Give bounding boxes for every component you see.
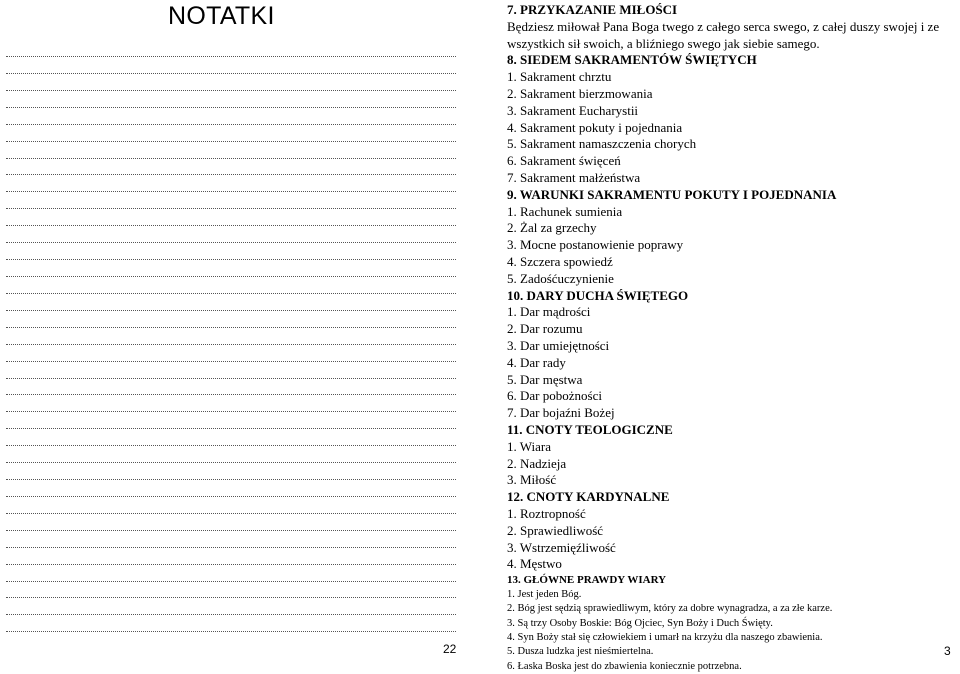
note-line [6,462,456,463]
note-line [6,378,456,379]
list-item: 4. Męstwo [507,556,562,572]
section-heading: 13. GŁÓWNE PRAWDY WIARY [507,574,667,587]
list-item: 3. Są trzy Osoby Boskie: Bóg Ojciec, Syn Boży i Duch Święty. [507,617,773,629]
note-line [6,259,456,260]
note-line [6,361,456,362]
note-line [6,293,456,294]
list-item: 6. Dar pobożności [507,388,602,404]
note-line [6,394,456,395]
note-line [6,56,456,57]
section-heading: 9. WARUNKI SAKRAMENTU POKUTY I POJEDNANIA [507,186,837,202]
section-heading: 10. DARY DUCHA ŚWIĘTEGO [507,287,689,303]
catechism-page [507,2,953,674]
note-line [6,158,456,159]
note-line [6,90,456,91]
note-line [6,614,456,615]
section-heading: 11. CNOTY TEOLOGICZNE [507,421,673,437]
commandment-text: Będziesz miłował Pana Boga twego z całego serca swego, z całej duszy swojej i ze wszystkich sił swoich, a bliźniego swego jak siebie samego. [507,18,940,51]
list-item: 1. Rachunek sumienia [507,203,623,219]
note-line [6,547,456,548]
note-line [6,496,456,497]
list-item: 2. Żal za grzechy [507,220,597,236]
list-item: 4. Szczera spowiedź [507,253,613,269]
note-line [6,428,456,429]
note-line [6,276,456,277]
list-item: 3. Miłość [507,472,557,488]
list-item: 6. Sakrament święceń [507,153,621,169]
list-item: 1. Jest jeden Bóg. [507,589,582,601]
note-line [6,445,456,446]
note-line [6,513,456,514]
note-line [6,310,456,311]
list-item: 2. Sprawiedliwość [507,522,604,538]
list-item: 5. Dar męstwa [507,371,583,387]
list-item: 4. Sakrament pokuty i pojednania [507,119,683,135]
note-line [6,208,456,209]
list-item: 4. Dar rady [507,354,566,370]
note-line [6,327,456,328]
list-item: 1. Dar mądrości [507,304,591,320]
note-line [6,597,456,598]
note-line [6,631,456,632]
note-line [6,411,456,412]
list-item: 2. Dar rozumu [507,321,583,337]
list-item: 3. Sakrament Eucharystii [507,102,639,118]
list-item: 2. Sakrament bierzmowania [507,85,653,101]
list-item: 3. Wstrzemięźliwość [507,539,616,555]
right-page-number: 3 [944,644,951,658]
note-line [6,242,456,243]
list-item: 3. Mocne postanowienie poprawy [507,237,684,253]
note-line [6,73,456,74]
list-item: 1. Wiara [507,438,551,454]
note-line [6,174,456,175]
list-item: 5. Zadośćuczynienie [507,270,614,286]
list-item: 2. Bóg jest sędzią sprawiedliwym, który za dobre wynagradza, a za złe karze. [507,603,833,615]
notes-title: NOTATKI [168,2,275,30]
list-item: 1. Roztropność [507,505,586,521]
list-item: 2. Nadzieja [507,455,567,471]
list-item: 5. Dusza ludzka jest nieśmiertelna. [507,646,654,658]
note-line [6,344,456,345]
list-item: 4. Syn Boży stał się człowiekiem i umarł na krzyżu dla naszego zbawienia. [507,631,823,643]
section-heading: 8. SIEDEM SAKRAMENTÓW ŚWIĘTYCH [507,52,757,68]
list-item: 1. Sakrament chrztu [507,69,612,85]
section-heading: 12. CNOTY KARDYNALNE [507,489,670,505]
section-heading: 7. PRZYKAZANIE MIŁOŚCI [507,2,678,17]
list-item: 5. Sakrament namaszczenia chorych [507,136,697,152]
note-line [6,124,456,125]
list-item: 7. Dar bojaźni Bożej [507,405,615,421]
note-line [6,141,456,142]
note-line [6,107,456,108]
note-line [6,191,456,192]
left-page-number: 22 [443,642,457,656]
note-line [6,581,456,582]
notes-page [0,0,470,662]
list-item: 6. Łaska Boska jest do zbawienia koniecznie potrzebna. [507,660,742,672]
list-item: 3. Dar umiejętności [507,337,610,353]
list-item: 7. Sakrament małżeństwa [507,169,641,185]
note-line [6,530,456,531]
note-line [6,479,456,480]
note-line [6,225,456,226]
note-line [6,564,456,565]
